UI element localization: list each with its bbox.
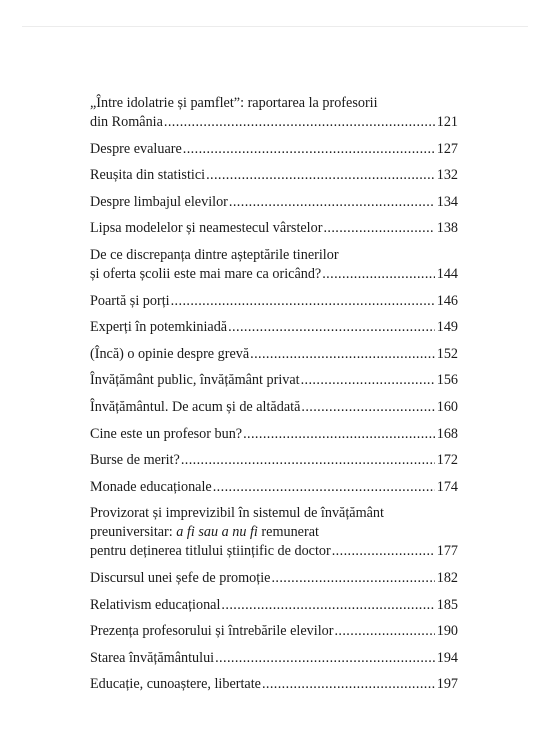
toc-page-number: 121 [436, 114, 458, 130]
toc-entry-title: Reușita din statistici [90, 167, 206, 184]
dot-leader [215, 649, 435, 668]
toc-entry-title-line: „Între idolatrie și pamflet”: raportarea la profesorii [90, 95, 378, 111]
toc-entry-title: Învățământul. De acum și de altădată [90, 398, 301, 415]
dot-leader [171, 292, 435, 311]
toc-page-number: 127 [436, 140, 458, 157]
toc-entry-title: Poartă și porți [90, 292, 170, 309]
dot-leader [228, 318, 435, 337]
toc-entry[interactable] [90, 219, 458, 238]
toc-entry-title: Monade educaționale [90, 478, 212, 495]
dot-leader [183, 140, 435, 159]
toc-entry-title: Prezența profesorului și întrebările elevilor [90, 623, 334, 640]
toc-page-number: 152 [436, 345, 458, 362]
dot-leader [271, 569, 434, 588]
dot-leader [229, 193, 435, 212]
title-text: preuniversitar: [90, 524, 177, 541]
toc-entry[interactable] [90, 140, 458, 159]
toc-entry[interactable] [90, 318, 458, 337]
dot-leader [250, 345, 435, 364]
dot-leader [334, 622, 434, 641]
toc-entry-title: Despre limbajul elevilor [90, 193, 228, 210]
table-of-contents [90, 94, 458, 702]
toc-entry[interactable] [90, 649, 458, 668]
toc-entry[interactable] [90, 478, 458, 497]
toc-entry-title: Lipsa modelelor și neamestecul vârstelor [90, 220, 323, 237]
toc-page-number: 149 [436, 319, 458, 336]
dot-leader [322, 265, 434, 284]
toc-entry[interactable] [90, 94, 458, 132]
dot-leader [243, 425, 435, 444]
toc-page-number: 134 [436, 193, 458, 210]
toc-entry-title: Experți în potemkiniadă [90, 319, 228, 336]
dot-leader [301, 371, 435, 390]
toc-entry-title: Burse de merit? [90, 452, 180, 469]
toc-entry-title: Despre evaluare [90, 140, 182, 157]
toc-entry-title: din România [90, 114, 163, 130]
dot-leader [323, 219, 434, 238]
toc-entry[interactable] [90, 569, 458, 588]
toc-entry[interactable] [90, 451, 458, 470]
toc-page-number: 168 [436, 425, 458, 442]
title-text: remunerat [257, 524, 319, 541]
dot-leader [181, 451, 435, 470]
toc-entry-title: Starea învățământului [90, 649, 215, 666]
toc-entry-title: Educație, cunoaștere, libertate [90, 676, 261, 693]
toc-entry[interactable] [90, 246, 458, 284]
top-divider [22, 26, 528, 27]
dot-leader [332, 542, 435, 561]
toc-entry[interactable] [90, 425, 458, 444]
toc-entry[interactable] [90, 596, 458, 615]
toc-entry[interactable] [90, 622, 458, 641]
toc-page-number: 144 [436, 265, 458, 282]
toc-page-number: 146 [436, 292, 458, 309]
dot-leader [213, 478, 435, 497]
toc-entry-title: Relativism educațional [90, 596, 221, 613]
toc-entry[interactable] [90, 675, 458, 694]
toc-page-number: 138 [436, 220, 458, 237]
toc-page-number: 197 [436, 676, 458, 693]
toc-entry[interactable] [90, 166, 458, 185]
toc-page-number: 132 [436, 167, 458, 184]
toc-entry[interactable] [90, 345, 458, 364]
toc-entry[interactable] [90, 398, 458, 417]
toc-entry[interactable] [90, 292, 458, 311]
toc-entry-title: (Încă) o opinie despre grevă [90, 345, 250, 362]
toc-entry-title: Discursul unei șefe de promoție [90, 569, 271, 586]
toc-page-number: 190 [436, 623, 458, 640]
toc-entry-title-line [90, 523, 458, 542]
dot-leader [164, 113, 435, 132]
toc-page-number: 185 [436, 596, 458, 613]
toc-page-number: 174 [436, 478, 458, 495]
title-italic-text: a fi sau a nu fi [176, 524, 258, 541]
toc-entry-title-line: De ce discrepanța dintre așteptările tinerilor [90, 246, 339, 263]
dot-leader [221, 596, 434, 615]
toc-entry[interactable] [90, 371, 458, 390]
toc-page-number: 172 [436, 452, 458, 469]
toc-entry[interactable] [90, 504, 458, 561]
dot-leader [262, 675, 435, 694]
toc-page-number: 156 [436, 372, 458, 389]
toc-entry-title-line: Provizorat și imprevizibil în sistemul de învățământ [90, 505, 384, 522]
toc-page-number: 177 [436, 543, 458, 560]
toc-entry-title: Cine este un profesor bun? [90, 425, 243, 442]
toc-entry-title: și oferta școlii este mai mare ca oricând? [90, 265, 322, 282]
dot-leader [301, 398, 434, 417]
toc-page-number: 160 [436, 398, 458, 415]
toc-entry[interactable] [90, 193, 458, 212]
toc-entry-title: pentru deținerea titlului științific de doctor [90, 543, 331, 560]
toc-page-number: 182 [436, 569, 458, 586]
toc-page-number: 194 [436, 649, 458, 666]
dot-leader [206, 166, 435, 185]
toc-entry-title: Învățământ public, învățământ privat [90, 372, 300, 389]
